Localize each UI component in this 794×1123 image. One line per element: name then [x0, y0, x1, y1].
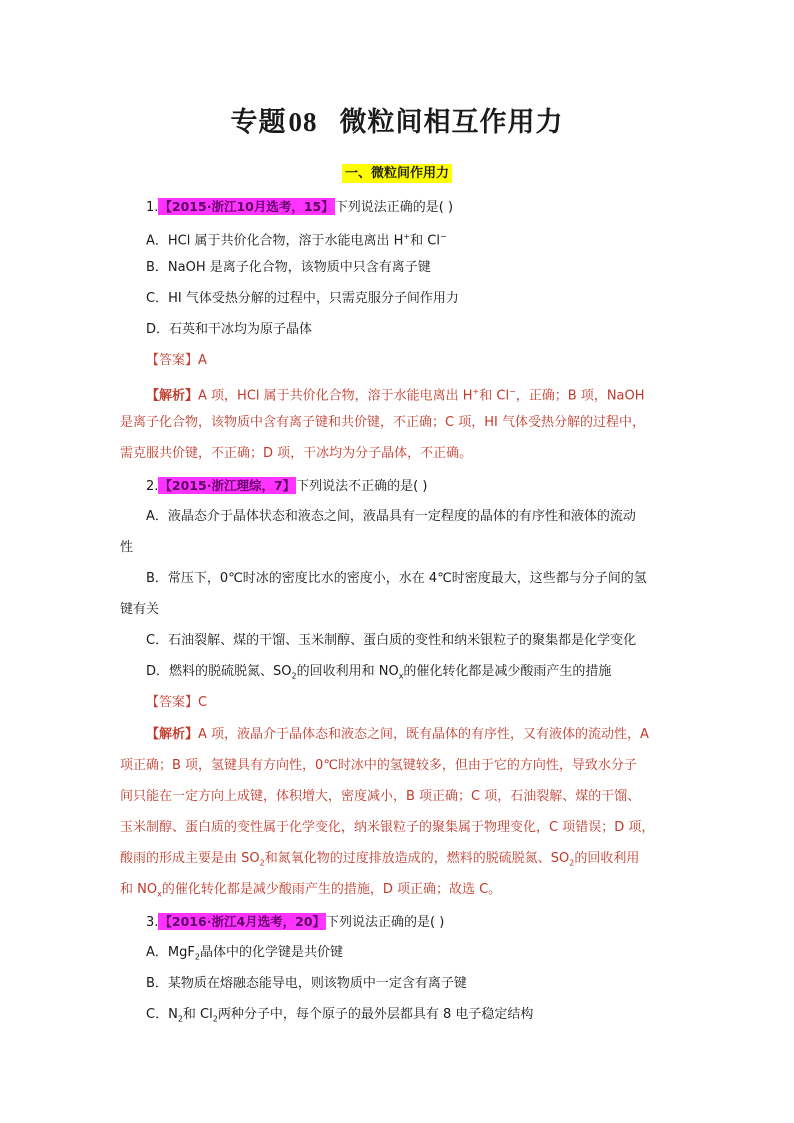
question-2-answer: 【答案】C: [146, 695, 208, 710]
question-2-explanation-line-5: 酸雨的形成主要是由 $SO_2$和氮氧化物的过度排放造成的，燃料的脱硫脱氮、$SO_2$的回收利用: [120, 851, 640, 868]
question-2-option-a-line-1: A．液晶态介于晶体状态和液态之间，液晶具有一定程度的晶体的有序性和液体的流动: [146, 509, 636, 524]
question-2-explanation-line-4: 玉米制醇、蛋白质的变性属于化学变化，纳米银粒子的聚集属于物理变化，C 项错误；D 项，: [120, 820, 655, 835]
question-2-option-c: C．石油裂解、煤的干馏、玉米制醇、蛋白质的变性和纳米银粒子的聚集都是化学变化: [146, 633, 637, 648]
question-3-option-b: B．某物质在熔融态能导电，则该物质中一定含有离子键: [146, 976, 467, 991]
question-3-option-c: C．$N_2$和 $Cl_2$两种分子中，每个原子的最外层都具有 8 电子稳定结构: [146, 1007, 534, 1024]
question-1-explanation-line-3: 需克服共价键，不正确；D 项，干冰均为分子晶体，不正确。: [120, 446, 473, 461]
question-3-stem: 3.【2016·浙江4月选考，20】下列说法正确的是( ): [146, 914, 445, 930]
question-2-explanation-line-2: 项正确；B 项，氢键具有方向性，0℃时冰中的氢键较多，但由于它的方向性，导致水分子: [120, 758, 637, 773]
source-tag: 【2016·浙江4月选考，20】: [159, 914, 326, 929]
question-2-option-a-line-2: 性: [120, 540, 134, 555]
question-1-explanation-line-2: 是离子化合物，该物质中含有离子键和共价键，不正确；C 项，HI 气体受热分解的过程中，: [120, 415, 645, 430]
question-3-option-a: A．MgF$_2$晶体中的化学键是共价键: [146, 945, 343, 962]
source-tag: 【2015·浙江理综，7】: [159, 478, 296, 493]
question-1-answer: 【答案】A: [146, 353, 207, 368]
question-2-option-d: D．燃料的脱硫脱氮、$SO_2$的回收利用和 $NO_x$的催化转化都是减少酸雨产生的措施: [146, 664, 612, 681]
question-1-option-d: D．石英和干冰均为原子晶体: [146, 322, 313, 337]
source-tag: 【2015·浙江10月选考，15】: [159, 199, 334, 214]
question-2-stem: 2.【2015·浙江理综，7】下列说法不正确的是( ): [146, 478, 428, 494]
question-2-option-b-line-2: 键有关: [120, 602, 160, 617]
question-1-option-c: C．HI 气体受热分解的过程中，只需克服分子间作用力: [146, 291, 459, 306]
question-1-option-b: B．NaOH 是离子化合物，该物质中只含有离子键: [146, 260, 431, 275]
question-2-explanation-line-6: 和 $NO_x$的催化转化都是减少酸雨产生的措施，D 项正确；故选 C。: [120, 882, 502, 899]
section-heading: 一、微粒间作用力: [0, 162, 794, 181]
question-2-explanation-line-3: 间只能在一定方向上成键，体积增大，密度减小，B 项正确；C 项，石油裂解、煤的干馏、: [120, 789, 641, 804]
question-2-explanation-line-1: 【解析】A 项，液晶介于晶体态和液态之间，既有晶体的有序性，又有液体的流动性，A: [146, 727, 649, 742]
question-1-option-a: A．HCl 属于共价化合物，溶于水能电离出 H+和 Cl−: [146, 232, 447, 249]
question-1-explanation-line-1: 【解析】A 项，HCl 属于共价化合物，溶于水能电离出 H+和 Cl−，正确；B 项，NaOH: [146, 387, 645, 404]
question-1-stem: 1.【2015·浙江10月选考，15】下列说法正确的是( ): [146, 199, 454, 215]
question-2-option-b-line-1: B．常压下，0℃时冰的密度比水的密度小，水在 4℃时密度最大，这些都与分子间的氢: [146, 571, 647, 586]
page-title: 专题08 微粒间相互作用力: [230, 107, 564, 138]
